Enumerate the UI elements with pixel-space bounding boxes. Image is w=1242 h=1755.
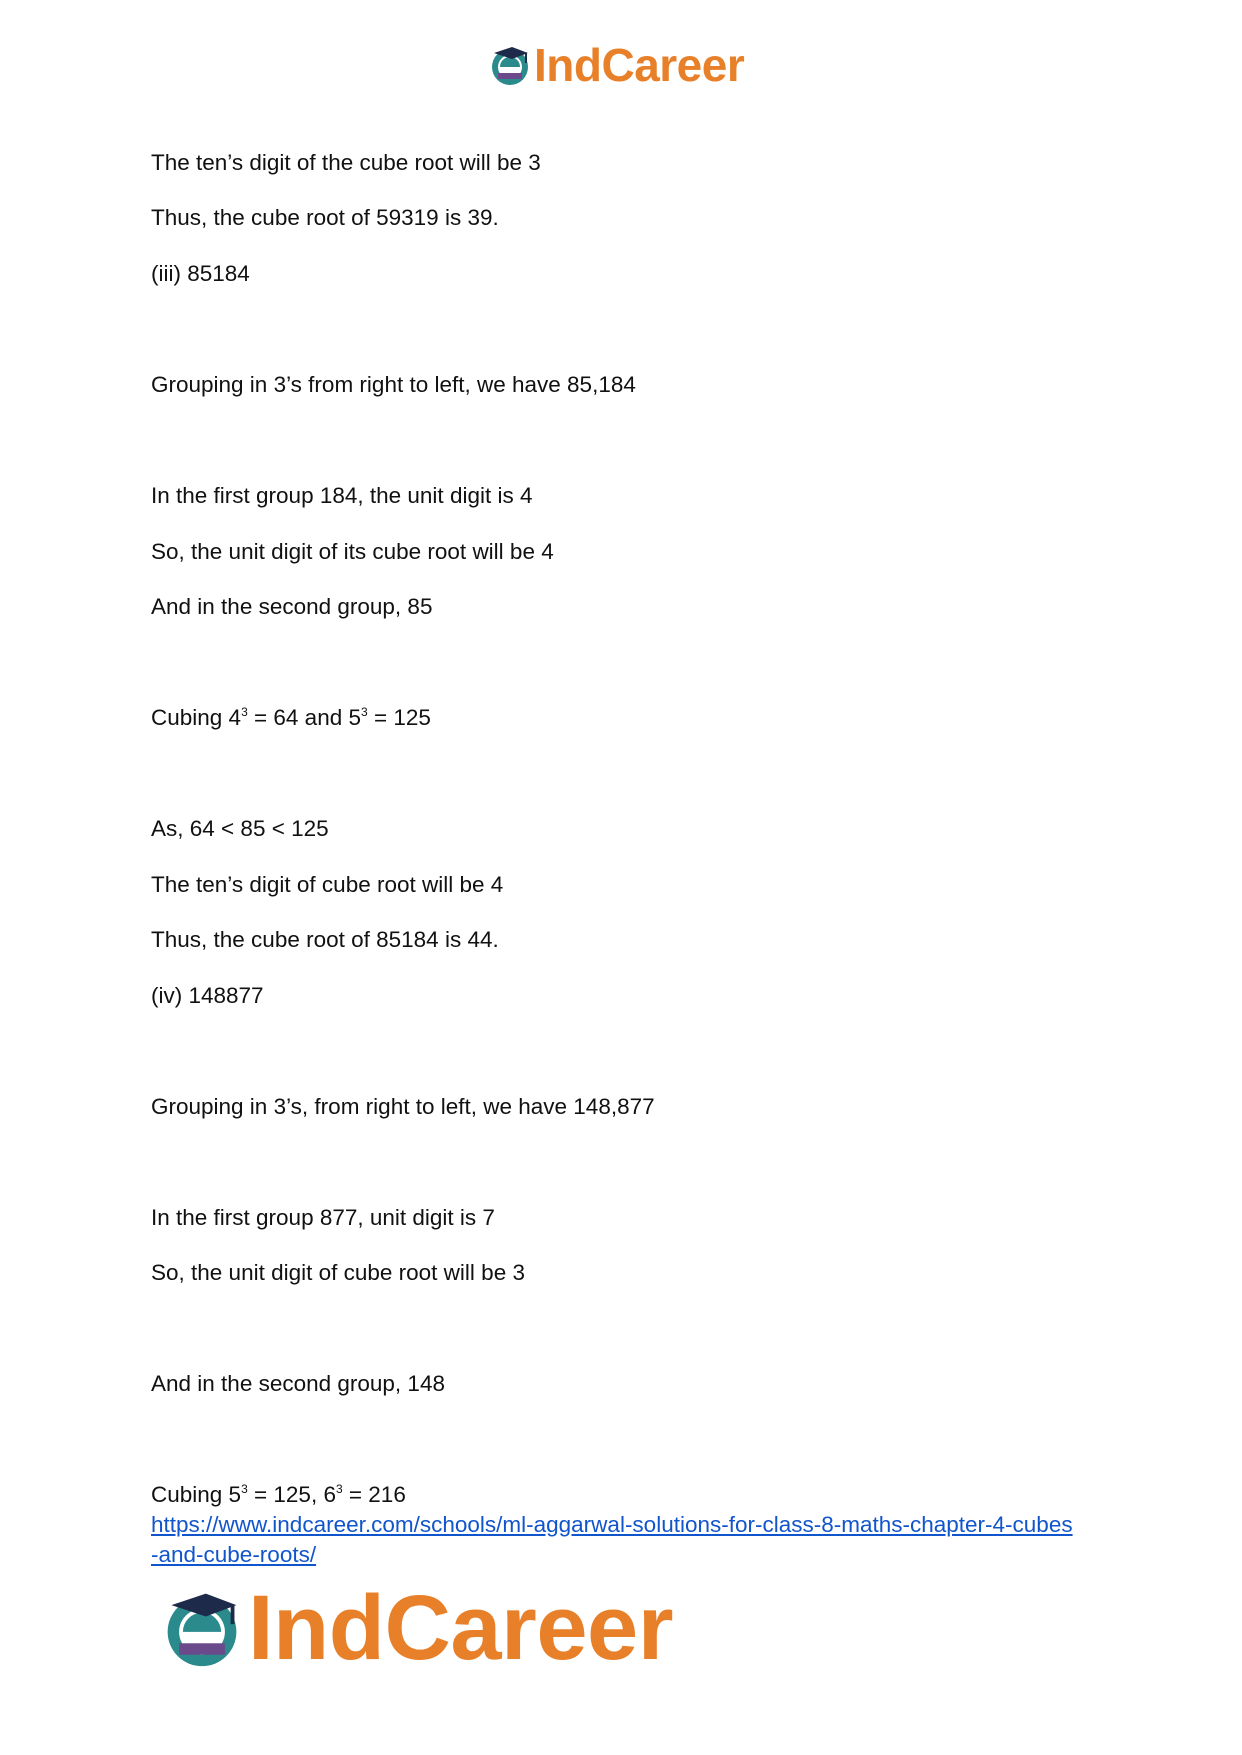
text-line: Thus, the cube root of 59319 is 39. xyxy=(151,205,499,230)
text-line: So, the unit digit of its cube root will be 4 xyxy=(151,539,554,564)
footer-brand-text: IndCareer xyxy=(248,1577,673,1679)
text-line: So, the unit digit of cube root will be 3 xyxy=(151,1260,525,1285)
text-fragment: Cubing 4 xyxy=(151,705,242,730)
text-line: The ten’s digit of cube root will be 4 xyxy=(151,872,504,897)
exponent: 3 xyxy=(241,1482,248,1496)
cubing-line xyxy=(151,1482,406,1508)
text-line: The ten’s digit of the cube root will be 3 xyxy=(151,150,541,175)
text-fragment: = 125, 6 xyxy=(247,1482,336,1507)
text-line: And in the second group, 148 xyxy=(151,1371,445,1396)
indcareer-e-globe-icon xyxy=(160,1586,244,1670)
header-logo xyxy=(488,40,744,90)
source-link-line2[interactable]: -and-cube-roots/ xyxy=(151,1542,317,1567)
text-fragment: = 64 and 5 xyxy=(247,705,361,730)
text-line: Grouping in 3’s from right to left, we have 85,184 xyxy=(151,372,636,397)
text-line: (iii) 85184 xyxy=(151,261,250,286)
source-link-line1[interactable]: https://www.indcareer.com/schools/ml-aggarwal-solutions-for-class-8-maths-chapter-4-cubes xyxy=(151,1512,1073,1537)
text-fragment: = 216 xyxy=(342,1482,406,1507)
exponent: 3 xyxy=(241,705,248,719)
text-line: As, 64 < 85 < 125 xyxy=(151,816,329,841)
exponent: 3 xyxy=(361,705,368,719)
text-line: Thus, the cube root of 85184 is 44. xyxy=(151,927,499,952)
text-line: Grouping in 3’s, from right to left, we have 148,877 xyxy=(151,1094,655,1119)
footer-logo xyxy=(160,1578,673,1678)
exponent: 3 xyxy=(335,1482,343,1496)
indcareer-e-globe-icon xyxy=(488,43,532,87)
text-line: (iv) 148877 xyxy=(151,983,264,1008)
text-fragment: = 125 xyxy=(367,705,431,730)
text-fragment: Cubing 5 xyxy=(151,1482,242,1507)
text-line: In the first group 184, the unit digit is 4 xyxy=(151,483,533,508)
text-line: In the first group 877, unit digit is 7 xyxy=(151,1205,495,1230)
text-line: And in the second group, 85 xyxy=(151,594,433,619)
header-brand-text: IndCareer xyxy=(534,39,745,91)
cubing-line xyxy=(151,705,431,731)
